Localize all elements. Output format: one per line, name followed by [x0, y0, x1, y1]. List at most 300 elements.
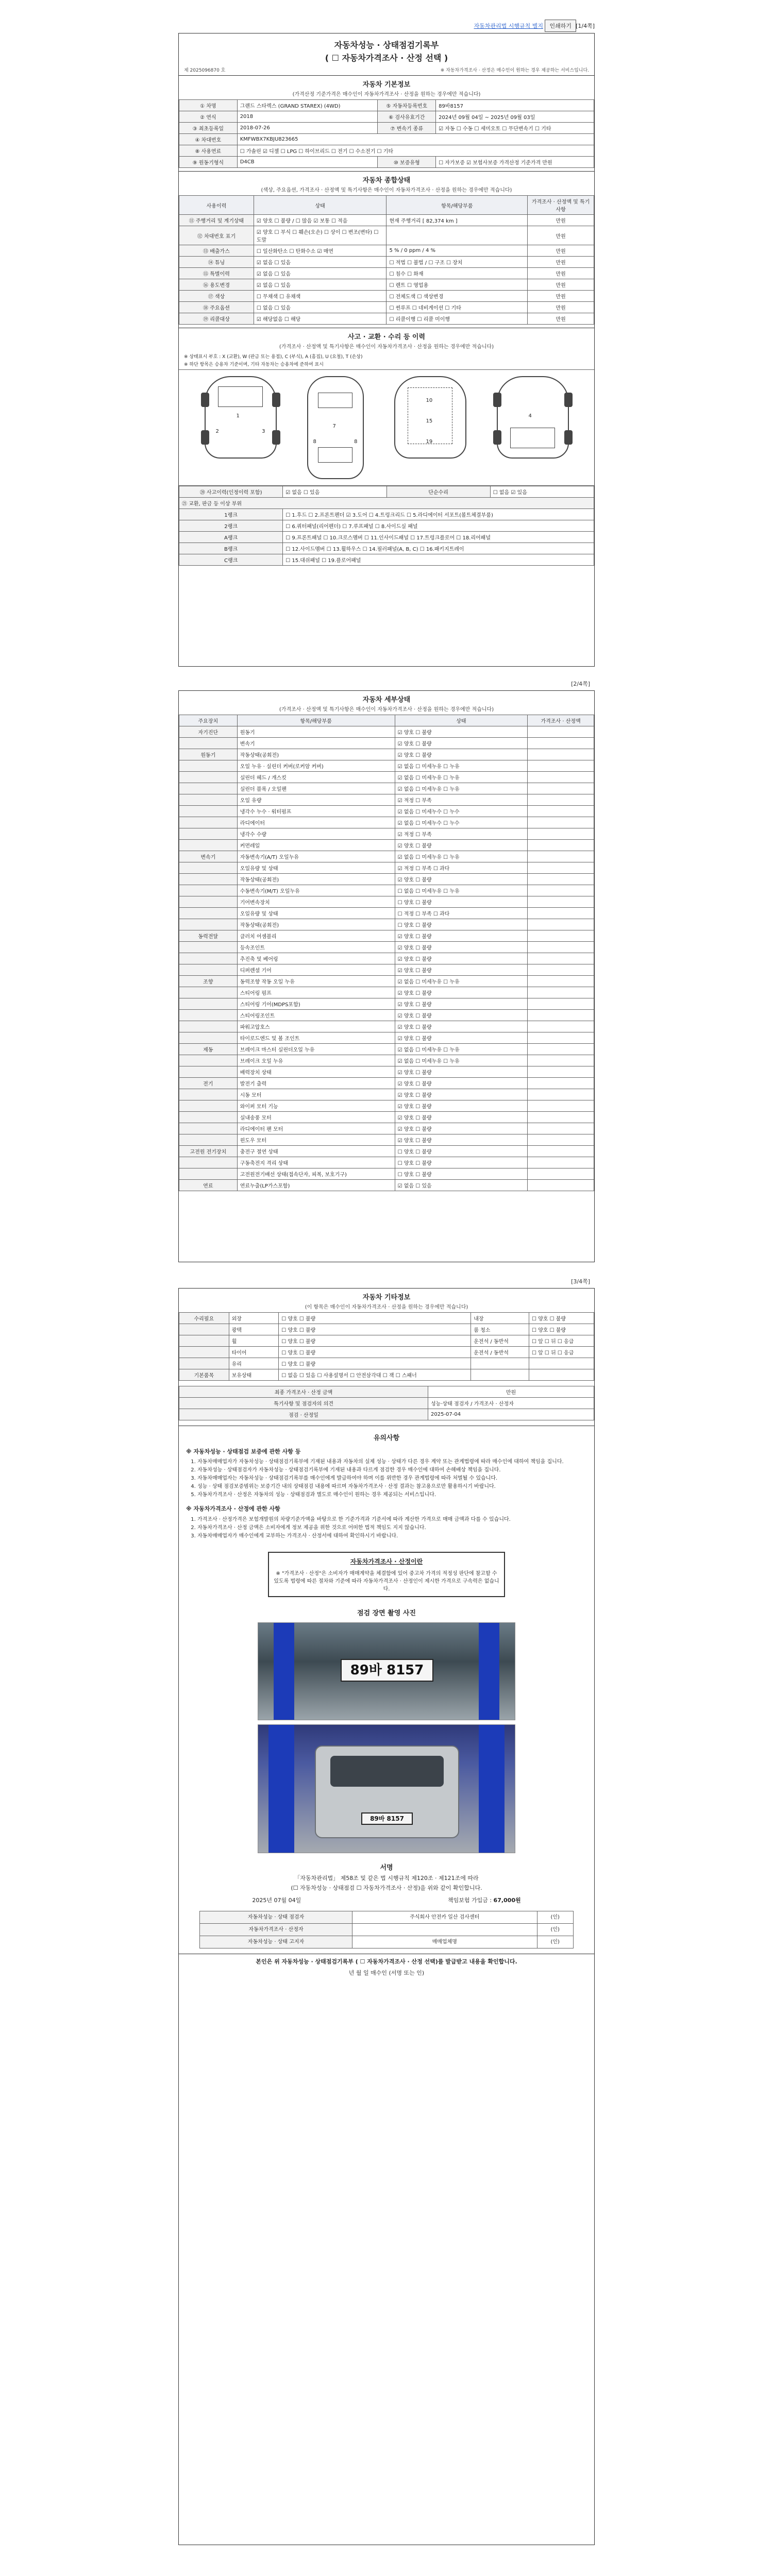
- detail-group: 제동: [179, 1044, 238, 1055]
- notice-item: 2. 자동차성능 · 상태점검자가 자동차성능 · 상태점검기록부에 기재된 내용과 다르게 점검한 경우 매수인에 대하여 손해배상 책임을 집니다.: [197, 1466, 587, 1475]
- status-row: [179, 226, 594, 245]
- status-subtitle: (색상, 주요옵션, 가격조사 · 산정액 및 특기사항은 매수인이 자동차가격조사 · 산정을 원하는 경우에만 적습니다): [261, 188, 512, 193]
- detail-row: [179, 1134, 594, 1146]
- detail-group: 고전원 전기장치: [179, 1146, 238, 1157]
- status-table-header: 사용이력: [179, 196, 254, 215]
- detail-item: 자동변속기(A/T) 오일누유: [237, 851, 395, 862]
- detail-group: [179, 1157, 238, 1168]
- detail-group: [179, 1010, 238, 1021]
- fee-value: 67,000원: [493, 1897, 521, 1904]
- detail-item: 오일유량 및 상태: [237, 862, 395, 874]
- accident-title: 사고 · 교환 · 수리 등 이력: [179, 328, 594, 342]
- detail-group: 동력전달: [179, 930, 238, 942]
- status-state: ☐ 무채색 ☐ 유채색: [254, 291, 386, 302]
- detail-state: ☑ 양호 ☐ 불량: [395, 1032, 528, 1044]
- other-info-group: [179, 1335, 229, 1347]
- detail-state: ☐ 적정 ☐ 부족 ☐ 과다: [395, 908, 528, 919]
- signature-section: [179, 1857, 594, 1954]
- other-info-state: ☐ 양호 ☐ 불량: [279, 1313, 471, 1324]
- other-info-row: [179, 1347, 594, 1358]
- other-info-item: 광택: [229, 1324, 279, 1335]
- detail-group: [179, 772, 238, 783]
- detail-group: [179, 794, 238, 806]
- detail-price-cell: [528, 783, 594, 794]
- receipt-note: 본인은 위 자동차성능 · 상태점검기록부 ( ☐ 자동차가격조사 · 산정 선택)를 발급받고 내용을 확인합니다.: [179, 1954, 594, 1969]
- detail-row: [179, 1044, 594, 1055]
- detail-item: 커먼레일: [237, 840, 395, 851]
- status-row: [179, 279, 594, 291]
- rank2-value: ☐ 6.쿼터패널(리어펜더) ☐ 7.루프패널 ☐ 8.사이드실 패널: [283, 520, 594, 532]
- status-row: [179, 313, 594, 325]
- detail-state: ☑ 없음 ☐ 미세누유 ☐ 누유: [395, 976, 528, 987]
- signer-3-label: 자동차성능 · 상태 고지자: [200, 1936, 352, 1948]
- status-item: ⑰ 색상: [179, 291, 254, 302]
- status-state: ☑ 양호 ☐ 부식 ☐ 훼손(오손) ☐ 상이 ☐ 변조(변타) ☐ 도말: [254, 226, 386, 245]
- detail-row: [179, 1066, 594, 1078]
- status-state: ☑ 해당없음 ☐ 해당: [254, 313, 386, 325]
- status-detail: ☐ 썬루프 ☐ 네비게이션 ☐ 기타: [386, 302, 528, 313]
- detail-price-cell: [528, 998, 594, 1010]
- detail-state: ☑ 양호 ☐ 불량: [395, 1021, 528, 1032]
- fee-label: 책임보험 가입금 :: [447, 1897, 492, 1904]
- detail-state: ☑ 없음 ☐ 미세누수 ☐ 누수: [395, 806, 528, 817]
- detail-price-cell: [528, 1146, 594, 1157]
- basic-info-table: [179, 99, 594, 168]
- detail-item: 등속조인트: [237, 942, 395, 953]
- basic-info-label: ⑩ 보증유형: [378, 157, 436, 168]
- status-detail: [386, 226, 528, 245]
- notice-item: 2. 자동차가격조사 · 산정 금액은 소비자에게 정보 제공을 위한 것으로 어떠한 법적 책임도 지지 않습니다.: [197, 1524, 587, 1532]
- price-title: 최종 가격조사 · 산정 금액: [179, 1386, 428, 1398]
- regulation-link[interactable]: 자동차관리법 시행규칙 별지: [474, 23, 543, 29]
- other-info-title: 자동차 기타정보: [362, 1294, 411, 1301]
- detail-price-cell: [528, 987, 594, 998]
- detail-row: [179, 738, 594, 749]
- detail-group: [179, 987, 238, 998]
- detail-item: 오일유량 및 상태: [237, 908, 395, 919]
- detail-item: 라디에이터: [237, 817, 395, 828]
- detail-group: [179, 783, 238, 794]
- status-note: 만원: [528, 268, 594, 279]
- detail-group: [179, 1055, 238, 1066]
- detail-state: ☑ 양호 ☐ 불량: [395, 1100, 528, 1112]
- document-note: ※ 자동차가격조사 · 산정은 매수인이 원하는 경우 제공하는 서비스입니다.: [440, 68, 589, 73]
- detail-group: [179, 738, 238, 749]
- rankc-value: ☐ 15.대쉬패널 ☐ 19.플로어패널: [283, 554, 594, 566]
- other-info-item: 휠: [229, 1335, 279, 1347]
- detail-state: ☑ 양호 ☐ 불량: [395, 964, 528, 976]
- detail-price-cell: [528, 1100, 594, 1112]
- date-label: 점검 · 산정일: [179, 1409, 428, 1420]
- detail-state: ☑ 양호 ☐ 불량: [395, 749, 528, 760]
- accident-history-label: ⑳ 사고이력(인정이력 포함): [179, 486, 283, 498]
- detail-group: [179, 964, 238, 976]
- detail-state: ☑ 없음 ☐ 미세누수 ☐ 누수: [395, 817, 528, 828]
- page-3: [178, 1278, 595, 2545]
- basic-info-label: ① 차명: [179, 100, 238, 111]
- status-item: ⑲ 리콜대상: [179, 313, 254, 325]
- detail-group: [179, 1123, 238, 1134]
- detail-item: 오일 유량: [237, 794, 395, 806]
- notice-item: 3. 자동차매매업자는 자동차성능 · 상태점검기록부를 매수인에게 발급하여야 하며 이를 위반한 경우 관계법령에 따라 처벌될 수 있습니다.: [197, 1475, 587, 1483]
- detail-item: 수동변속기(M/T) 오일누유: [237, 885, 395, 896]
- signers-table: [199, 1911, 573, 1948]
- car-rear-diagram: 4: [497, 376, 569, 459]
- page-number: [1/4쪽]: [576, 23, 595, 29]
- simple-repair-label: 단순수리: [386, 486, 490, 498]
- detail-price-cell: [528, 874, 594, 885]
- status-state: ☑ 양호 ☐ 불량 / ☐ 많음 ☑ 보통 ☐ 적음: [254, 215, 386, 226]
- detail-row: [179, 998, 594, 1010]
- detail-state: ☑ 양호 ☐ 불량: [395, 953, 528, 964]
- detail-row: [179, 874, 594, 885]
- page-3-number: [3/4쪽]: [571, 1278, 590, 1285]
- status-state: ☑ 없음 ☐ 있음: [254, 257, 386, 268]
- status-row: [179, 302, 594, 313]
- other-info-group: 기본품목: [179, 1369, 229, 1381]
- status-row: [179, 215, 594, 226]
- other-info-state: ☐ 양호 ☐ 불량: [529, 1313, 594, 1324]
- detail-title: 자동차 세부상태: [362, 696, 411, 704]
- status-item: ⑫ 차대번호 표기: [179, 226, 254, 245]
- detail-price-cell: [528, 851, 594, 862]
- other-info-state: ☐ 앞 ☐ 뒤 ☐ 응급: [529, 1347, 594, 1358]
- basic-info-value: 그랜드 스타렉스 (GRAND STAREX) (4WD): [237, 100, 378, 111]
- detail-price-cell: [528, 828, 594, 840]
- signer-1-seal: (인): [537, 1911, 573, 1924]
- detail-state: ☐ 양호 ☐ 불량: [395, 1157, 528, 1168]
- detail-price-cell: [528, 738, 594, 749]
- other-info-state: ☐ 앞 ☐ 뒤 ☐ 응급: [529, 1335, 594, 1347]
- detail-group: [179, 1134, 238, 1146]
- detail-price-cell: [528, 908, 594, 919]
- notice-item: 1. 자동차매매업자가 자동차성능 · 상태점검기록부에 기재된 내용과 자동차의 실제 성능 · 상태가 다른 경우 계약 또는 관계법령에 따라 매수인에 대하여 책임을 집니다.: [197, 1458, 587, 1466]
- basic-info-value: ☐ 자가보증 ☑ 보험사보증 가격산정 기준가격 만원: [436, 157, 594, 168]
- detail-state: ☑ 없음 ☐ 미세누유 ☐ 누유: [395, 1055, 528, 1066]
- detail-item: 추진축 및 베어링: [237, 953, 395, 964]
- detail-item: 라디에이터 팬 모터: [237, 1123, 395, 1134]
- detail-row: [179, 953, 594, 964]
- detail-group: [179, 998, 238, 1010]
- other-info-group: [179, 1324, 229, 1335]
- basis-label: 특기사항 및 점검자의 의견: [179, 1398, 428, 1409]
- detail-row: [179, 840, 594, 851]
- detail-group: [179, 840, 238, 851]
- rank1-label: 1랭크: [179, 509, 283, 520]
- detail-item: 파워고압호스: [237, 1021, 395, 1032]
- simple-repair-value: ☐ 없음 ☑ 있음: [490, 486, 594, 498]
- detail-price-cell: [528, 942, 594, 953]
- status-row: [179, 291, 594, 302]
- status-item: ⑱ 주요옵션: [179, 302, 254, 313]
- detail-item: 충전구 절연 상태: [237, 1146, 395, 1157]
- detail-row: [179, 783, 594, 794]
- detail-table: [179, 715, 594, 1191]
- status-table-header: 가격조사 · 산정액 및 특기사항: [528, 196, 594, 215]
- detail-group: 연료: [179, 1180, 238, 1191]
- detail-state: ☐ 양호 ☐ 불량: [395, 1146, 528, 1157]
- other-info-state: [529, 1358, 594, 1369]
- basic-info-value: 2018-07-26: [237, 123, 378, 134]
- basic-info-title: 자동차 기본정보: [179, 75, 594, 90]
- status-detail: ☐ 전체도색 ☐ 색상변경: [386, 291, 528, 302]
- document-subtitle: ( ☐ 자동차가격조사 · 산정 선택 ): [325, 53, 448, 63]
- detail-state: ☐ 양호 ☐ 불량: [395, 896, 528, 908]
- basic-info-value: 2024년 09월 04일 ~ 2025년 09월 03일: [436, 111, 594, 123]
- car-diagram: [179, 369, 594, 486]
- detail-item: 실린더 블록 / 오일팬: [237, 783, 395, 794]
- accident-legend-note: ※ 하단 항목은 승용차 기준이며, 기타 자동차는 승용차에 준하여 표시: [184, 362, 324, 367]
- receipt-signature-line: 년 월 일 매수인 (서명 또는 인): [348, 1970, 425, 1977]
- notice-item: 4. 성능 · 상태 점검보증범위는 보증기간 내의 상태점검 내용에 따르며 자동차가격조사 · 산정 결과는 참고용으로만 활용하시기 바랍니다.: [197, 1483, 587, 1491]
- detail-group: [179, 1112, 238, 1123]
- detail-group: [179, 760, 238, 772]
- detail-state: ☑ 없음 ☐ 미세누유 ☐ 누유: [395, 760, 528, 772]
- detail-row: [179, 885, 594, 896]
- other-info-group: [179, 1347, 229, 1358]
- detail-state: ☑ 없음 ☐ 미세누유 ☐ 누유: [395, 783, 528, 794]
- detail-state: ☑ 양호 ☐ 불량: [395, 726, 528, 738]
- detail-group: 원동기: [179, 749, 238, 760]
- detail-state: ☑ 양호 ☐ 불량: [395, 1123, 528, 1134]
- rankc-label: C랭크: [179, 554, 283, 566]
- detail-item: 클러치 어셈블리: [237, 930, 395, 942]
- detail-row: [179, 930, 594, 942]
- other-info-item: 외장: [229, 1313, 279, 1324]
- status-item: ⑯ 용도변경: [179, 279, 254, 291]
- basis-text: 성능·상태 점검자 / 가격조사 · 산정자: [428, 1398, 594, 1409]
- signer-2-seal: (인): [537, 1924, 573, 1936]
- parts-label: ㉑ 교환, 판금 등 이상 부위: [179, 498, 594, 509]
- other-info-state: ☐ 양호 ☐ 불량: [279, 1324, 471, 1335]
- basic-info-value: D4CB: [237, 157, 378, 168]
- rank1-value: ☐ 1.후드 ☐ 2.프론트펜더 ☑ 3.도어 ☐ 4.트렁크리드 ☐ 5.라디에이터 서포트(볼트체결부품): [283, 509, 594, 520]
- detail-group: [179, 1089, 238, 1100]
- notice-item: 5. 자동차가격조사 · 산정은 자동차의 성능 · 상태점검과 별도로 매수인이 원하는 경우 제공되는 서비스입니다.: [197, 1491, 587, 1499]
- price-explanation-box: [268, 1552, 505, 1597]
- other-info-state: ☐ 양호 ☐ 불량: [279, 1335, 471, 1347]
- detail-group: [179, 817, 238, 828]
- detail-group: [179, 874, 238, 885]
- detail-price-cell: [528, 1157, 594, 1168]
- detail-row: [179, 1168, 594, 1180]
- basic-info-label: ⑤ 자동차등록번호: [378, 100, 436, 111]
- detail-state: ☑ 양호 ☐ 불량: [395, 1066, 528, 1078]
- detail-table-header: 항목/해당부품: [237, 715, 395, 726]
- notice-heading-1: ※ 자동차성능 · 상태점검 보증에 관한 사항 등: [186, 1448, 301, 1455]
- detail-group: [179, 828, 238, 840]
- signer-2-label: 자동차가격조사 · 산정자: [200, 1924, 352, 1936]
- document-title: 자동차성능 · 상태점검기록부: [334, 40, 439, 50]
- basic-info-value: ☐ 가솔린 ☑ 디젤 ☐ LPG ☐ 하이브리드 ☐ 전기 ☐ 수소전기 ☐ 기타: [237, 145, 594, 157]
- basic-info-label: ③ 최초등록일: [179, 123, 238, 134]
- detail-price-cell: [528, 840, 594, 851]
- signature-title: 서명: [380, 1863, 393, 1872]
- signature-date: 2025년 07월 04일: [252, 1897, 301, 1904]
- detail-item: 윈도우 모터: [237, 1134, 395, 1146]
- detail-price-cell: [528, 749, 594, 760]
- detail-price-cell: [528, 1089, 594, 1100]
- detail-row: [179, 726, 594, 738]
- rank2-label: 2랭크: [179, 520, 283, 532]
- detail-item: 브레이크 오일 누유: [237, 1055, 395, 1066]
- signature-line-2: (☐ 자동차성능 · 상태점검 ☐ 자동차가격조사 · 산정)을 위와 같이 확인합니다.: [291, 1884, 482, 1891]
- status-table-header: 항목/해당부품: [386, 196, 528, 215]
- detail-price-cell: [528, 726, 594, 738]
- other-info-row: [179, 1313, 594, 1324]
- detail-state: ☑ 없음 ☐ 있음: [395, 1180, 528, 1191]
- other-info-row: [179, 1358, 594, 1369]
- status-note: 만원: [528, 215, 594, 226]
- notice-section: [179, 1426, 594, 1545]
- detail-row: [179, 1078, 594, 1089]
- detail-price-cell: [528, 1168, 594, 1180]
- detail-item: 작동상태(공회전): [237, 749, 395, 760]
- basic-info-label: ⑥ 검사유효기간: [378, 111, 436, 123]
- detail-group: [179, 1168, 238, 1180]
- detail-state: ☑ 없음 ☐ 미세누유 ☐ 누유: [395, 772, 528, 783]
- status-note: 만원: [528, 291, 594, 302]
- detail-row: [179, 794, 594, 806]
- status-detail: ☐ 침수 ☐ 화재: [386, 268, 528, 279]
- detail-state: ☐ 양호 ☐ 불량: [395, 919, 528, 930]
- detail-price-cell: [528, 885, 594, 896]
- detail-state: ☑ 양호 ☐ 불량: [395, 1134, 528, 1146]
- dealer-name-label: 매매업체명: [352, 1936, 537, 1948]
- detail-price-cell: [528, 1032, 594, 1044]
- signer-3-seal: (인): [537, 1936, 573, 1948]
- detail-state: ☑ 양호 ☐ 불량: [395, 1089, 528, 1100]
- signer-1-label: 자동차성능 · 상태 점검자: [200, 1911, 352, 1924]
- status-item: ⑭ 튜닝: [179, 257, 254, 268]
- detail-row: [179, 896, 594, 908]
- detail-price-cell: [528, 953, 594, 964]
- detail-price-cell: [528, 976, 594, 987]
- basic-info-value: 89바8157: [436, 100, 594, 111]
- document-number: 제 2025096870 호: [184, 68, 226, 73]
- detail-state: ☑ 양호 ☐ 불량: [395, 840, 528, 851]
- detail-row: [179, 1180, 594, 1191]
- detail-row: [179, 749, 594, 760]
- detail-table-header: 가격조사 · 산정액: [528, 715, 594, 726]
- detail-item: 연료누출(LP가스포함): [237, 1180, 395, 1191]
- detail-row: [179, 1112, 594, 1123]
- detail-row: [179, 1021, 594, 1032]
- status-note: 만원: [528, 279, 594, 291]
- detail-row: [179, 760, 594, 772]
- basic-info-value: 2018: [237, 111, 378, 123]
- other-info-group: [179, 1358, 229, 1369]
- page-2-number: [2/4쪽]: [571, 681, 590, 687]
- detail-item: 실내송풍 모터: [237, 1112, 395, 1123]
- inspection-photo-rear: [258, 1622, 515, 1720]
- detail-item: 디퍼렌셜 기어: [237, 964, 395, 976]
- inspection-date: 2025-07-04: [428, 1409, 594, 1420]
- status-table: [179, 195, 594, 325]
- detail-row: [179, 987, 594, 998]
- detail-state: ☑ 없음 ☐ 미세누유 ☐ 누유: [395, 1044, 528, 1055]
- detail-group: [179, 919, 238, 930]
- other-info-item: 룸 청소: [471, 1324, 529, 1335]
- detail-item: 실린더 헤드 / 개스킷: [237, 772, 395, 783]
- car-top-diagram: 7 8 8: [307, 376, 364, 479]
- detail-item: 스티어링 펌프: [237, 987, 395, 998]
- status-item: ⑬ 배출가스: [179, 245, 254, 257]
- detail-state: ☑ 양호 ☐ 불량: [395, 930, 528, 942]
- detail-row: [179, 862, 594, 874]
- basic-info-row: [179, 134, 594, 145]
- other-info-state: ☐ 양호 ☐ 불량: [279, 1358, 471, 1369]
- detail-row: [179, 942, 594, 953]
- status-detail: 5 % / 0 ppm / 4 %: [386, 245, 528, 257]
- basic-info-label: ② 연식: [179, 111, 238, 123]
- other-info-table: [179, 1312, 594, 1381]
- detail-group: [179, 942, 238, 953]
- license-plate-2: 89바 8157: [361, 1812, 413, 1825]
- status-row: [179, 245, 594, 257]
- status-state: ☑ 없음 ☐ 있음: [254, 268, 386, 279]
- detail-state: ☐ 없음 ☐ 미세누유 ☐ 누유: [395, 885, 528, 896]
- detail-group: [179, 896, 238, 908]
- detail-subtitle: (가격조사 · 산정액 및 특기사항은 매수인이 자동차가격조사 · 산정을 원하는 경우에만 적습니다): [279, 707, 494, 713]
- status-detail: 현재 주행거리 [ 82,374 km ]: [386, 215, 528, 226]
- status-note: 만원: [528, 313, 594, 325]
- status-detail: ☐ 렌트 ☐ 영업용: [386, 279, 528, 291]
- detail-item: 원동기: [237, 726, 395, 738]
- detail-state: ☑ 양호 ☐ 불량: [395, 1112, 528, 1123]
- detail-group: 전기: [179, 1078, 238, 1089]
- other-info-state: ☐ 양호 ☐ 불량: [279, 1347, 471, 1358]
- detail-item: 오일 누유 · 실린더 커버(로커암 커버): [237, 760, 395, 772]
- status-note: 만원: [528, 245, 594, 257]
- detail-row: [179, 964, 594, 976]
- rankb-label: B랭크: [179, 543, 283, 554]
- notice-item: 1. 가격조사 · 산정가격은 보험개발원의 차량기준가액을 바탕으로 한 기준가격과 기준서에 따라 계산한 가격으로 매매 금액과 다를 수 있습니다.: [197, 1516, 587, 1524]
- detail-price-cell: [528, 817, 594, 828]
- detail-price-cell: [528, 1055, 594, 1066]
- other-info-subtitle: (이 항목은 매수인이 자동차가격조사 · 산정을 원하는 경우에만 적습니다): [305, 1304, 468, 1310]
- status-note: 만원: [528, 257, 594, 268]
- detail-row: [179, 828, 594, 840]
- detail-price-cell: [528, 1044, 594, 1055]
- detail-item: 냉각수 누수 · 워터펌프: [237, 806, 395, 817]
- detail-item: 타이로드엔드 및 볼 조인트: [237, 1032, 395, 1044]
- ranka-label: A랭크: [179, 532, 283, 543]
- detail-item: 브레이크 마스터 실린더오일 누유: [237, 1044, 395, 1055]
- print-button[interactable]: 인쇄하기: [545, 20, 576, 32]
- other-info-item: [471, 1358, 529, 1369]
- detail-group: [179, 1032, 238, 1044]
- other-info-state: [529, 1369, 594, 1381]
- notice-heading-2: ※ 자동차가격조사 · 산정에 관한 사항: [186, 1505, 280, 1513]
- detail-price-cell: [528, 930, 594, 942]
- other-info-item: 타이어: [229, 1347, 279, 1358]
- detail-state: ☑ 적정 ☐ 부족: [395, 828, 528, 840]
- detail-state: ☑ 양호 ☐ 불량: [395, 1078, 528, 1089]
- car-frame-diagram: 10 15 19: [394, 376, 466, 459]
- status-state: ☐ 일산화탄소 ☐ 탄화수소 ☑ 매연: [254, 245, 386, 257]
- detail-table-header: 주요장치: [179, 715, 238, 726]
- license-plate-1: 89바 8157: [341, 1659, 433, 1682]
- detail-row: [179, 976, 594, 987]
- detail-item: 스티어링 기어(MDPS포함): [237, 998, 395, 1010]
- detail-row: [179, 817, 594, 828]
- notice-item: 3. 자동차매매업자가 매수인에게 교부하는 가격조사 · 산정서에 대하여 확인하시기 바랍니다.: [197, 1532, 587, 1540]
- other-info-row: [179, 1369, 594, 1381]
- detail-state: ☑ 양호 ☐ 불량: [395, 874, 528, 885]
- detail-state: ☑ 양호 ☐ 불량: [395, 942, 528, 953]
- detail-group: 변속기: [179, 851, 238, 862]
